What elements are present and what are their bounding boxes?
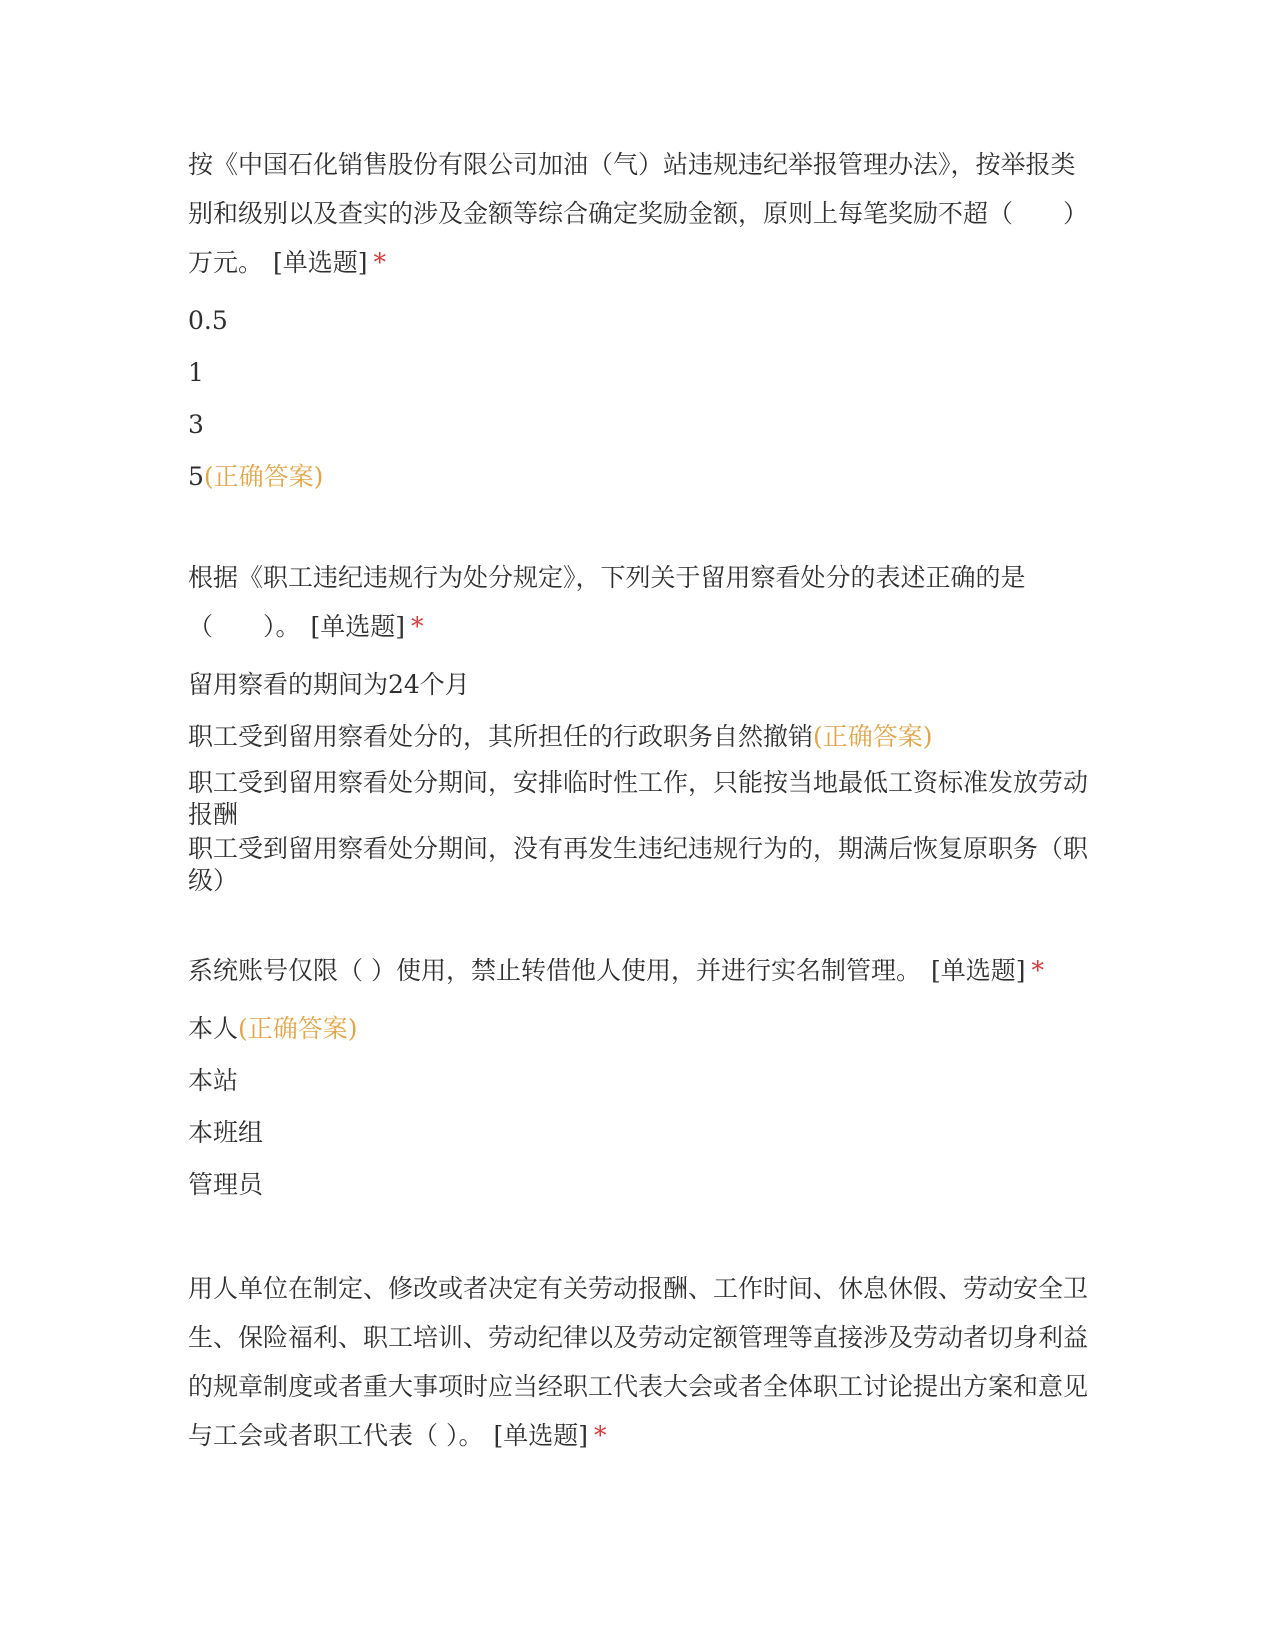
option-item[interactable] xyxy=(188,833,1094,897)
option-item[interactable] xyxy=(188,711,1094,763)
option-text: 职工受到留用察看处分期间，安排临时性工作，只能按当地最低工资标准发放劳动报酬 xyxy=(188,768,1089,829)
option-text: 1 xyxy=(188,358,204,387)
question-2-options xyxy=(188,659,1094,897)
question-type-label: [单选题] xyxy=(493,1421,588,1450)
question-2-text: 根据《职工违纪违规行为处分规定》，下列关于留用察看处分的表述正确的是（ ）。 xyxy=(188,563,1026,641)
question-4-text-block xyxy=(188,1264,1094,1460)
question-type-label: [单选题] xyxy=(273,248,368,277)
option-item[interactable] xyxy=(188,1003,1094,1055)
option-item[interactable] xyxy=(188,767,1094,831)
question-1-text-block xyxy=(188,140,1094,287)
question-3 xyxy=(188,946,1094,1211)
option-item[interactable] xyxy=(188,659,1094,711)
option-text: 本班组 xyxy=(188,1118,264,1147)
option-text: 本人 xyxy=(188,1014,239,1043)
question-4 xyxy=(188,1264,1094,1460)
option-text: 0.5 xyxy=(188,306,228,335)
option-item[interactable] xyxy=(188,451,1094,503)
option-text: 管理员 xyxy=(188,1170,264,1199)
question-type-label: [单选题] xyxy=(930,956,1026,985)
option-item[interactable] xyxy=(188,1159,1094,1211)
question-1 xyxy=(188,140,1094,503)
option-item[interactable] xyxy=(188,295,1094,347)
question-2-text-block xyxy=(188,553,1094,651)
option-item[interactable] xyxy=(188,1107,1094,1159)
option-text: 职工受到留用察看处分的，其所担任的行政职务自然撤销 xyxy=(188,722,814,751)
option-item[interactable] xyxy=(188,1055,1094,1107)
correct-answer-mark: (正确答案) xyxy=(238,1014,358,1043)
question-document xyxy=(188,140,1094,1460)
question-4-text: 用人单位在制定、修改或者决定有关劳动报酬、工作时间、休息休假、劳动安全卫生、保险福利、职工培训、劳动纪律以及劳动定额管理等直接涉及劳动者切身利益的规章制度或者重大事项时应当经职工代表大会或者全体职工讨论提出方案和意见与工会或者职工代表（ ）。 xyxy=(188,1274,1089,1450)
question-3-text: 系统账号仅限（ ）使用，禁止转借他人使用，并进行实名制管理。 xyxy=(188,956,921,985)
option-text: 职工受到留用察看处分期间，没有再发生违纪违规行为的，期满后恢复原职务（职级） xyxy=(188,834,1089,895)
question-1-options xyxy=(188,295,1094,503)
option-item[interactable] xyxy=(188,347,1094,399)
question-1-text: 按《中国石化销售股份有限公司加油（气）站违规违纪举报管理办法》，按举报类别和级别以及查实的涉及金额等综合确定奖励金额，原则上每笔奖励不超（ ）万元。 xyxy=(188,150,1089,277)
option-text: 3 xyxy=(188,410,204,439)
question-3-options xyxy=(188,1003,1094,1211)
required-marker: * xyxy=(1031,956,1044,985)
correct-answer-mark: (正确答案) xyxy=(813,722,933,751)
required-marker: * xyxy=(593,1421,607,1450)
question-type-label: [单选题] xyxy=(310,612,406,641)
option-item[interactable] xyxy=(188,399,1094,451)
question-3-text-block xyxy=(188,946,1094,995)
option-text: 留用察看的期间为24个月 xyxy=(188,670,470,699)
option-text: 5 xyxy=(188,462,204,491)
correct-answer-mark: (正确答案) xyxy=(203,462,324,491)
question-2 xyxy=(188,553,1094,897)
option-text: 本站 xyxy=(188,1066,239,1095)
required-marker: * xyxy=(373,248,387,277)
required-marker: * xyxy=(411,612,424,641)
